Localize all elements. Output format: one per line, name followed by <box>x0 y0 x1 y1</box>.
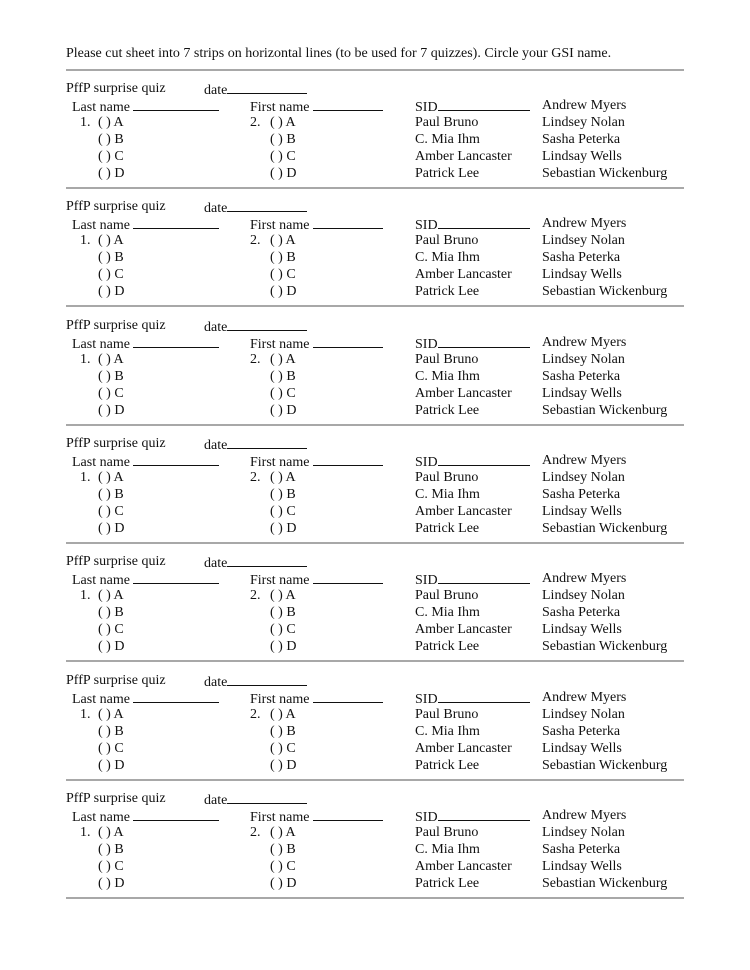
q1-option-b[interactable]: ( ) B <box>98 486 124 502</box>
q1-option-c[interactable]: ( ) C <box>98 740 124 756</box>
date-blank <box>227 672 307 686</box>
q2-option-a[interactable]: ( ) A <box>270 351 296 367</box>
gsi-name[interactable]: Amber Lancaster <box>415 622 512 638</box>
gsi-name[interactable]: Sebastian Wickenburg <box>542 166 668 181</box>
gsi-name[interactable]: Sasha Peterka <box>542 723 621 739</box>
q1-option-d[interactable]: ( ) D <box>98 757 125 773</box>
q2-option-a[interactable]: ( ) A <box>270 115 296 130</box>
date-label: date <box>204 319 228 335</box>
gsi-name[interactable]: Sebastian Wickenburg <box>542 639 668 655</box>
gsi-name[interactable]: Amber Lancaster <box>415 858 512 874</box>
gsi-name[interactable]: C. Mia Ihm <box>415 605 480 621</box>
gsi-name[interactable]: Patrick Lee <box>415 284 480 300</box>
gsi-name[interactable]: Paul Bruno <box>415 706 479 722</box>
gsi-name[interactable]: C. Mia Ihm <box>415 250 480 266</box>
last-name-blank <box>133 334 219 348</box>
quiz-strip <box>0 425 750 543</box>
date-blank <box>227 80 307 94</box>
gsi-name[interactable]: Sebastian Wickenburg <box>542 875 668 891</box>
gsi-name[interactable]: Lindsey Nolan <box>542 469 625 485</box>
gsi-name[interactable]: Lindsay Wells <box>542 385 622 401</box>
date-label: date <box>204 792 228 808</box>
sid-label: SID <box>415 691 438 707</box>
q1-option-b[interactable]: ( ) B <box>98 250 124 266</box>
question-1-number: 1. <box>80 351 91 367</box>
q2-option-c[interactable]: ( ) C <box>270 149 296 164</box>
sid-blank <box>438 570 530 584</box>
q2-option-d[interactable]: ( ) D <box>270 166 297 181</box>
q2-option-c[interactable]: ( ) C <box>270 858 296 874</box>
first-name-blank <box>313 97 383 111</box>
last-name-label: Last name <box>72 809 130 825</box>
q2-option-a[interactable]: ( ) A <box>270 824 296 840</box>
date-blank <box>227 435 307 449</box>
q2-option-c[interactable]: ( ) C <box>270 503 296 519</box>
gsi-name[interactable]: Patrick Lee <box>415 757 480 773</box>
gsi-name[interactable]: Lindsay Wells <box>542 149 622 164</box>
question-2-number: 2. <box>250 115 261 130</box>
sid-blank <box>438 452 530 466</box>
gsi-name[interactable]: Patrick Lee <box>415 875 480 891</box>
date-label: date <box>204 437 228 453</box>
q2-option-c[interactable]: ( ) C <box>270 267 296 283</box>
q1-option-a[interactable]: ( ) A <box>98 588 124 604</box>
first-name-label: First name <box>250 809 310 825</box>
gsi-name[interactable]: Sebastian Wickenburg <box>542 757 668 773</box>
first-name-label: First name <box>250 336 310 352</box>
sid-label: SID <box>415 336 438 352</box>
gsi-name[interactable]: Paul Bruno <box>415 351 479 367</box>
q1-option-d[interactable]: ( ) D <box>98 284 125 300</box>
gsi-name[interactable]: Lindsey Nolan <box>542 706 625 722</box>
gsi-name[interactable]: Andrew Myers <box>542 334 627 350</box>
last-name-label: Last name <box>72 691 130 707</box>
last-name-label: Last name <box>72 573 130 589</box>
question-2-number: 2. <box>250 351 261 367</box>
gsi-name[interactable]: Lindsey Nolan <box>542 233 625 249</box>
last-name-field <box>72 215 219 234</box>
q2-option-b[interactable]: ( ) B <box>270 368 296 384</box>
quiz-title: PffP surprise quiz <box>66 790 166 806</box>
q1-option-b[interactable]: ( ) B <box>98 368 124 384</box>
gsi-name[interactable]: Sebastian Wickenburg <box>542 284 668 300</box>
gsi-name[interactable]: Paul Bruno <box>415 824 479 840</box>
last-name-blank <box>133 97 219 111</box>
gsi-name[interactable]: Patrick Lee <box>415 639 480 655</box>
cut-line <box>66 897 684 899</box>
q2-option-b[interactable]: ( ) B <box>270 723 296 739</box>
gsi-name[interactable]: Lindsey Nolan <box>542 115 625 130</box>
q2-option-d[interactable]: ( ) D <box>270 757 297 773</box>
q1-option-d[interactable]: ( ) D <box>98 166 125 181</box>
last-name-label: Last name <box>72 336 130 352</box>
date-blank <box>227 317 307 331</box>
last-name-label: Last name <box>72 100 130 115</box>
sid-blank <box>438 807 530 821</box>
quiz-title: PffP surprise quiz <box>66 199 166 215</box>
gsi-name[interactable]: Andrew Myers <box>542 98 627 113</box>
q1-option-a[interactable]: ( ) A <box>98 706 124 722</box>
gsi-name[interactable]: Sasha Peterka <box>542 486 621 502</box>
gsi-name[interactable]: Andrew Myers <box>542 689 627 705</box>
last-name-blank <box>133 215 219 229</box>
gsi-name[interactable]: Andrew Myers <box>542 216 627 232</box>
gsi-name[interactable]: Patrick Lee <box>415 520 480 536</box>
date-label: date <box>204 674 228 690</box>
gsi-name[interactable]: C. Mia Ihm <box>415 368 480 384</box>
sid-label: SID <box>415 218 438 234</box>
first-name-label: First name <box>250 573 310 589</box>
quiz-strip <box>0 662 750 780</box>
question-2-number: 2. <box>250 233 261 249</box>
last-name-blank <box>133 807 219 821</box>
q1-option-c[interactable]: ( ) C <box>98 622 124 638</box>
gsi-name[interactable]: C. Mia Ihm <box>415 841 480 857</box>
sid-blank <box>438 689 530 703</box>
q1-option-a[interactable]: ( ) A <box>98 469 124 485</box>
gsi-name[interactable]: Lindsay Wells <box>542 622 622 638</box>
q2-option-c[interactable]: ( ) C <box>270 385 296 401</box>
gsi-name[interactable]: Amber Lancaster <box>415 740 512 756</box>
q1-option-b[interactable]: ( ) B <box>98 605 124 621</box>
gsi-name[interactable]: Andrew Myers <box>542 571 627 587</box>
quiz-strip <box>0 780 750 898</box>
last-name-field <box>72 334 219 353</box>
gsi-name[interactable]: Lindsay Wells <box>542 858 622 874</box>
gsi-name[interactable]: Amber Lancaster <box>415 267 512 283</box>
last-name-field <box>72 570 219 589</box>
gsi-name[interactable]: Paul Bruno <box>415 588 479 604</box>
gsi-name[interactable]: Lindsey Nolan <box>542 824 625 840</box>
last-name-blank <box>133 689 219 703</box>
quiz-title: PffP surprise quiz <box>66 81 166 96</box>
first-name-blank <box>313 807 383 821</box>
date-label: date <box>204 556 228 572</box>
q2-option-c[interactable]: ( ) C <box>270 622 296 638</box>
q1-option-a[interactable]: ( ) A <box>98 233 124 249</box>
q2-option-d[interactable]: ( ) D <box>270 875 297 891</box>
q1-option-a[interactable]: ( ) A <box>98 351 124 367</box>
gsi-name[interactable]: Sasha Peterka <box>542 368 621 384</box>
first-name-label: First name <box>250 454 310 470</box>
quiz-title: PffP surprise quiz <box>66 435 166 451</box>
gsi-name[interactable]: Paul Bruno <box>415 233 479 249</box>
sid-blank <box>438 215 530 229</box>
first-name-label: First name <box>250 218 310 234</box>
last-name-blank <box>133 452 219 466</box>
gsi-name[interactable]: Lindsay Wells <box>542 740 622 756</box>
q2-option-b[interactable]: ( ) B <box>270 132 296 147</box>
last-name-label: Last name <box>72 218 130 234</box>
first-name-label: First name <box>250 691 310 707</box>
gsi-name[interactable]: Lindsey Nolan <box>542 588 625 604</box>
q1-option-c[interactable]: ( ) C <box>98 503 124 519</box>
first-name-label: First name <box>250 100 310 115</box>
first-name-blank <box>313 215 383 229</box>
last-name-field <box>72 689 219 708</box>
sid-label: SID <box>415 100 438 115</box>
question-1-number: 1. <box>80 706 91 722</box>
q2-option-b[interactable]: ( ) B <box>270 486 296 502</box>
q2-option-b[interactable]: ( ) B <box>270 841 296 857</box>
gsi-name[interactable]: C. Mia Ihm <box>415 486 480 502</box>
last-name-field <box>72 807 219 826</box>
last-name-field <box>72 452 219 471</box>
q1-option-a[interactable]: ( ) A <box>98 115 124 130</box>
date-label: date <box>204 83 228 98</box>
gsi-name[interactable]: Amber Lancaster <box>415 149 512 164</box>
quiz-strip <box>0 307 750 425</box>
q1-option-c[interactable]: ( ) C <box>98 385 124 401</box>
q1-option-d[interactable]: ( ) D <box>98 639 125 655</box>
first-name-blank <box>313 689 383 703</box>
sid-label: SID <box>415 573 438 589</box>
q1-option-a[interactable]: ( ) A <box>98 824 124 840</box>
q2-option-d[interactable]: ( ) D <box>270 639 297 655</box>
gsi-name[interactable]: Sebastian Wickenburg <box>542 402 668 418</box>
sid-label: SID <box>415 454 438 470</box>
gsi-name[interactable]: Sebastian Wickenburg <box>542 520 668 536</box>
q1-option-d[interactable]: ( ) D <box>98 875 125 891</box>
sid-blank <box>438 97 530 111</box>
question-1-number: 1. <box>80 233 91 249</box>
last-name-field <box>72 97 219 116</box>
question-2-number: 2. <box>250 469 261 485</box>
instructions: Please cut sheet into 7 strips on horizontal lines (to be used for 7 quizzes). Circle your GSI name. <box>66 46 612 61</box>
gsi-name[interactable]: Sasha Peterka <box>542 250 621 266</box>
question-1-number: 1. <box>80 469 91 485</box>
q2-option-b[interactable]: ( ) B <box>270 605 296 621</box>
first-name-blank <box>313 452 383 466</box>
sid-label: SID <box>415 809 438 825</box>
q1-option-c[interactable]: ( ) C <box>98 149 124 164</box>
last-name-blank <box>133 570 219 584</box>
first-name-blank <box>313 334 383 348</box>
question-2-number: 2. <box>250 824 261 840</box>
gsi-name[interactable]: Lindsey Nolan <box>542 351 625 367</box>
gsi-name[interactable]: Patrick Lee <box>415 166 480 181</box>
q1-option-d[interactable]: ( ) D <box>98 402 125 418</box>
gsi-name[interactable]: Sasha Peterka <box>542 132 621 147</box>
question-1-number: 1. <box>80 824 91 840</box>
gsi-name[interactable]: Amber Lancaster <box>415 385 512 401</box>
q1-option-b[interactable]: ( ) B <box>98 132 124 147</box>
gsi-name[interactable]: C. Mia Ihm <box>415 723 480 739</box>
quiz-title: PffP surprise quiz <box>66 672 166 688</box>
question-2-number: 2. <box>250 588 261 604</box>
q1-option-d[interactable]: ( ) D <box>98 520 125 536</box>
quiz-title: PffP surprise quiz <box>66 317 166 333</box>
q2-option-a[interactable]: ( ) A <box>270 469 296 485</box>
q1-option-c[interactable]: ( ) C <box>98 267 124 283</box>
gsi-name[interactable]: Paul Bruno <box>415 469 479 485</box>
q2-option-d[interactable]: ( ) D <box>270 520 297 536</box>
sid-blank <box>438 334 530 348</box>
gsi-name[interactable]: Andrew Myers <box>542 452 627 468</box>
gsi-name[interactable]: Sasha Peterka <box>542 841 621 857</box>
gsi-name[interactable]: Andrew Myers <box>542 807 627 823</box>
first-name-blank <box>313 570 383 584</box>
last-name-label: Last name <box>72 454 130 470</box>
q2-option-a[interactable]: ( ) A <box>270 706 296 722</box>
date-blank <box>227 790 307 804</box>
gsi-name[interactable]: Paul Bruno <box>415 115 479 130</box>
question-1-number: 1. <box>80 588 91 604</box>
q2-option-b[interactable]: ( ) B <box>270 250 296 266</box>
q2-option-a[interactable]: ( ) A <box>270 588 296 604</box>
quiz-strip <box>0 188 750 306</box>
gsi-name[interactable]: Amber Lancaster <box>415 503 512 519</box>
question-1-number: 1. <box>80 115 91 130</box>
gsi-name[interactable]: Patrick Lee <box>415 402 480 418</box>
q2-option-d[interactable]: ( ) D <box>270 402 297 418</box>
q2-option-d[interactable]: ( ) D <box>270 284 297 300</box>
q2-option-a[interactable]: ( ) A <box>270 233 296 249</box>
gsi-name[interactable]: Lindsay Wells <box>542 503 622 519</box>
quiz-title: PffP surprise quiz <box>66 554 166 570</box>
date-blank <box>227 198 307 212</box>
gsi-name[interactable]: C. Mia Ihm <box>415 132 480 147</box>
gsi-name[interactable]: Lindsay Wells <box>542 267 622 283</box>
q1-option-b[interactable]: ( ) B <box>98 841 124 857</box>
q2-option-c[interactable]: ( ) C <box>270 740 296 756</box>
date-blank <box>227 553 307 567</box>
gsi-name[interactable]: Sasha Peterka <box>542 605 621 621</box>
q1-option-b[interactable]: ( ) B <box>98 723 124 739</box>
quiz-strip <box>0 543 750 661</box>
question-2-number: 2. <box>250 706 261 722</box>
quiz-strip <box>0 70 750 188</box>
q1-option-c[interactable]: ( ) C <box>98 858 124 874</box>
date-label: date <box>204 201 228 217</box>
